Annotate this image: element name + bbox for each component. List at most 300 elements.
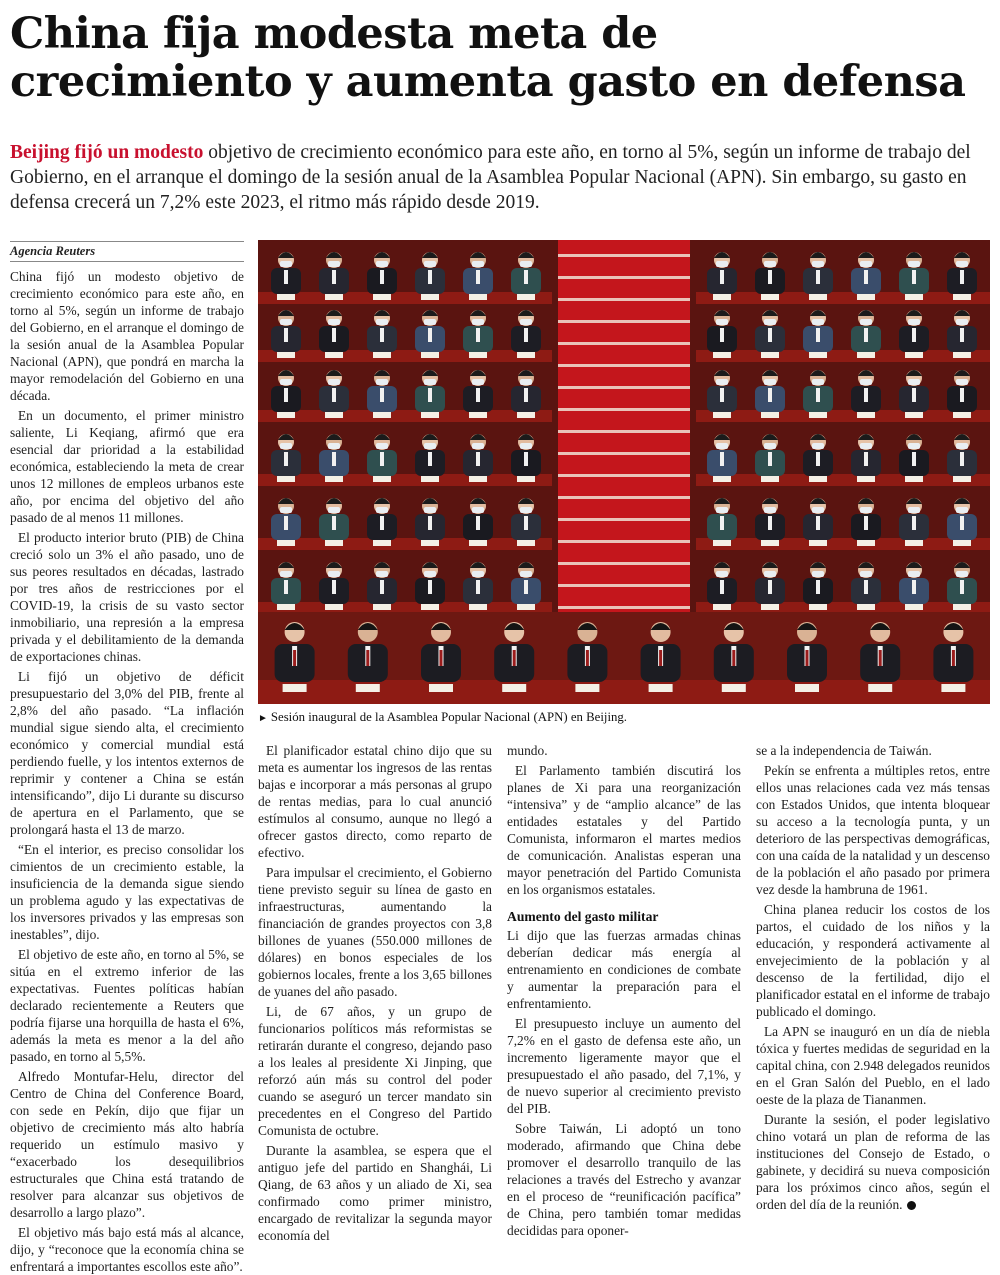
delegate-shirt — [720, 328, 724, 342]
leader-papers — [283, 684, 307, 692]
paragraph: China planea reducir los costos de los partos, el cuidado de los niños y la educación, y responderá activamente al envejecimiento de la población y al descenso de la fertilidad, dijo el planificador estatal en el informe de trabajo publicado el domingo. — [756, 902, 990, 1019]
stair-step — [558, 540, 690, 543]
caption-arrow-icon: ► — [258, 713, 268, 724]
desk-papers — [517, 604, 535, 610]
desk-papers — [469, 294, 487, 300]
delegate-mask — [764, 507, 776, 513]
delegate-mask — [812, 319, 824, 325]
desk-papers — [277, 476, 295, 482]
delegate-shirt — [816, 452, 820, 466]
delegate-shirt — [720, 516, 724, 530]
desk-papers — [761, 294, 779, 300]
carpet-stairs — [558, 240, 690, 612]
delegate-mask — [812, 261, 824, 267]
delegate-shirt — [428, 328, 432, 342]
byline-rule-top — [10, 241, 244, 242]
delegate-shirt — [284, 388, 288, 402]
delegate-mask — [472, 507, 484, 513]
delegate-mask — [376, 261, 388, 267]
desk-papers — [421, 540, 439, 546]
byline: Agencia Reuters — [10, 244, 96, 258]
delegate-shirt — [768, 328, 772, 342]
delegate-mask — [860, 261, 872, 267]
desk-papers — [325, 412, 343, 418]
delegate-mask — [956, 319, 968, 325]
desk-papers — [517, 412, 535, 418]
delegate-shirt — [524, 328, 528, 342]
paragraph: El Parlamento también discutirá los planes de Xi para una reorganización “intensiva” y de “amplio alcance” de las entidades estatales y del Partido Comunista, informaron el martes medios de comunicación. Analistas esperan una mayor penetración del Partido Comunista en los organismos estatales. — [507, 763, 741, 897]
delegate-mask — [860, 379, 872, 385]
desk-papers — [373, 476, 391, 482]
leader-tie — [586, 650, 589, 666]
delegate-shirt — [768, 580, 772, 594]
desk-papers — [325, 604, 343, 610]
column-4 — [756, 742, 990, 1212]
delegate-mask — [280, 261, 292, 267]
delegate-shirt — [284, 452, 288, 466]
delegate-shirt — [816, 516, 820, 530]
leader-papers — [941, 684, 965, 692]
delegate-mask — [956, 443, 968, 449]
stair-step — [558, 452, 690, 455]
delegate-mask — [764, 571, 776, 577]
leader-tie — [366, 650, 369, 666]
delegate-shirt — [380, 270, 384, 284]
paragraph: Pekín se enfrenta a múltiples retos, entre ellos unas relaciones cada vez más tensas con Estados Unidos, que intenta bloquear su acceso a la tecnología punta, y un deterioro de las perspectivas demográficas, con una caída de la natalidad y un descenso de la población el año pasado por primera vez desde la hambruna de 1961. — [756, 763, 990, 897]
desk-papers — [277, 352, 295, 358]
paragraph: El planificador estatal chino dijo que su meta es aumentar los ingresos de las rentas bajas e incorporar a más personas al grupo de rentas medias, para lo cual anunció estímulos al consumo, aunque no llegó a ofrecer gastos directo, como reparto de efectivo. — [258, 743, 492, 860]
delegate-mask — [424, 319, 436, 325]
paragraph: El objetivo de este año, en torno al 5%, se sitúa en el extremo inferior de las expectativas. Fuentes políticas habían declarado recientemente a Reuters que podría fijarse una horquilla de hasta el 6%, además la meta es menor a la del año pasado, en torno al 5,5%. — [10, 947, 244, 1064]
delegate-shirt — [332, 388, 336, 402]
desk-papers — [809, 352, 827, 358]
delegate-shirt — [524, 580, 528, 594]
delegate-mask — [424, 571, 436, 577]
delegate-shirt — [816, 328, 820, 342]
stair-step — [558, 562, 690, 565]
delegate-mask — [520, 507, 532, 513]
stair-step — [558, 584, 690, 587]
leader-tie — [293, 650, 296, 666]
delegate-shirt — [284, 516, 288, 530]
desk-row-right — [696, 350, 990, 362]
delegate-mask — [812, 571, 824, 577]
leader-papers — [649, 684, 673, 692]
stair-step — [558, 342, 690, 345]
headline — [10, 10, 990, 106]
stair-step — [558, 408, 690, 411]
stair-step — [558, 474, 690, 477]
desk-row-left — [258, 292, 552, 304]
delegate-mask — [280, 443, 292, 449]
paragraph: China fijó un modesto objetivo de crecimiento económico para este año, en torno al 5%, según un informe de trabajo del Gobierno, en el arranque el domingo de la sesión anual de la Asamblea Popular Nacional (APN), que pondrá en marcha la mayor remodelación del Gobierno en una década. — [10, 269, 244, 403]
delegate-mask — [280, 507, 292, 513]
leader-papers — [795, 684, 819, 692]
delegate-mask — [376, 571, 388, 577]
desk-papers — [421, 352, 439, 358]
desk-papers — [905, 412, 923, 418]
delegate-shirt — [912, 270, 916, 284]
delegate-shirt — [912, 328, 916, 342]
delegate-shirt — [428, 452, 432, 466]
delegate-mask — [764, 261, 776, 267]
paragraph: Li fijó un objetivo de déficit presupuestario del 3,0% del PIB, frente al 2,8% del año pasado. “La inflación mundial sigue siendo alta, el crecimiento económico y comercial mundial está perdiendo fuelle, y los intentos externos de reprimir y contener a China se están intensificando”, dijo Li durante su discurso de apertura en el Parlamento, que se prolongará hasta el 13 de marzo. — [10, 669, 244, 837]
delegate-mask — [716, 319, 728, 325]
delegate-mask — [280, 379, 292, 385]
delegate-mask — [520, 379, 532, 385]
desk-papers — [953, 476, 971, 482]
delegate-mask — [908, 319, 920, 325]
delegate-shirt — [284, 580, 288, 594]
delegate-shirt — [864, 452, 868, 466]
delegate-mask — [328, 443, 340, 449]
delegate-shirt — [720, 270, 724, 284]
column-2 — [258, 742, 492, 1243]
delegate-shirt — [332, 580, 336, 594]
leader-tie — [732, 650, 735, 666]
delegate-shirt — [768, 516, 772, 530]
paragraph: El presupuesto incluye un aumento del 7,2% en el gasto de defensa este año, un incremento ligeramente mayor que el presupuestado el año pasado, del 7,1%, y de nuevo superior al crecimiento previsto del PIB. — [507, 1016, 741, 1116]
desk-papers — [469, 412, 487, 418]
delegate-mask — [956, 379, 968, 385]
delegate-mask — [860, 443, 872, 449]
assembly-photo — [258, 240, 990, 704]
leader-tie — [513, 650, 516, 666]
desk-papers — [325, 540, 343, 546]
paragraph: El producto interior bruto (PIB) de China creció solo un 3% el año pasado, uno de sus peores resultados en décadas, lastrado por tres años de restricciones por el COVID-19, la crisis de su vasto sector inmobiliario, una represión a la empresa privada y el debilitamiento de la demanda de exportaciones chinas. — [10, 530, 244, 664]
delegate-mask — [908, 443, 920, 449]
desk-row-left — [258, 538, 552, 550]
delegate-shirt — [476, 516, 480, 530]
desk-papers — [857, 352, 875, 358]
delegate-shirt — [960, 452, 964, 466]
desk-papers — [905, 476, 923, 482]
delegate-shirt — [332, 516, 336, 530]
desk-papers — [421, 294, 439, 300]
stair-step — [558, 518, 690, 521]
delegate-mask — [860, 319, 872, 325]
paragraph-text: Durante la sesión, el poder legislativo chino votará un plan de reforma de las instituciones del Consejo de Estado, o gabinete, y decidirá su nueva composición para los próximos cinco años, según el orden del día de la reunión. — [756, 1112, 990, 1212]
desk-row-right — [696, 474, 990, 486]
delegate-mask — [424, 379, 436, 385]
delegate-mask — [716, 261, 728, 267]
desk-row-left — [258, 350, 552, 362]
leader-tie — [806, 650, 809, 666]
desk-papers — [517, 352, 535, 358]
delegate-mask — [908, 261, 920, 267]
desk-papers — [469, 540, 487, 546]
lead-paragraph — [10, 140, 990, 215]
desk-papers — [373, 294, 391, 300]
delegate-shirt — [864, 516, 868, 530]
delegate-mask — [376, 319, 388, 325]
paragraph: Sobre Taiwán, Li adoptó un tono moderado, afirmando que China debe promover el desarrollo tranquilo de las relaciones a través del Estrecho y avanzar en el proceso de “reunificación pacífica” de China, pero también tomar medidas decididas para oponer- — [507, 1121, 741, 1238]
delegate-mask — [812, 379, 824, 385]
leader-papers — [356, 684, 380, 692]
delegate-shirt — [380, 580, 384, 594]
delegate-shirt — [960, 580, 964, 594]
photo-caption — [258, 709, 990, 727]
desk-papers — [469, 352, 487, 358]
delegate-shirt — [380, 516, 384, 530]
desk-papers — [857, 604, 875, 610]
delegate-shirt — [524, 388, 528, 402]
leader-tie — [952, 650, 955, 666]
delegate-mask — [956, 571, 968, 577]
delegate-mask — [956, 261, 968, 267]
delegate-mask — [908, 379, 920, 385]
desk-papers — [953, 412, 971, 418]
desk-papers — [325, 352, 343, 358]
desk-papers — [905, 604, 923, 610]
headline-line-1: China fija modesta meta de — [10, 9, 658, 59]
delegate-shirt — [332, 328, 336, 342]
delegate-mask — [764, 379, 776, 385]
delegate-shirt — [768, 388, 772, 402]
desk-papers — [809, 412, 827, 418]
desk-row-right — [696, 410, 990, 422]
desk-papers — [517, 294, 535, 300]
delegate-mask — [328, 507, 340, 513]
leader-papers — [429, 684, 453, 692]
desk-papers — [277, 604, 295, 610]
delegate-mask — [472, 261, 484, 267]
desk-papers — [905, 294, 923, 300]
delegate-mask — [908, 507, 920, 513]
lead-text: objetivo de crecimiento económico para este año, en torno al 5%, según un informe de trabajo del Gobierno, en el arranque el domingo de la sesión anual de la Asamblea Popular Nacional (APN). Sin embargo, su gasto en defensa crecerá un 7,2% este 2023, el ritmo más rápido desde 2019. — [10, 142, 971, 213]
delegate-shirt — [524, 452, 528, 466]
delegate-mask — [472, 319, 484, 325]
delegate-mask — [472, 443, 484, 449]
leader-tie — [659, 650, 662, 666]
delegate-mask — [424, 443, 436, 449]
lead-kicker: Beijing fijó un modesto — [10, 142, 204, 163]
delegate-mask — [280, 571, 292, 577]
desk-papers — [761, 352, 779, 358]
desk-papers — [421, 604, 439, 610]
delegate-shirt — [428, 516, 432, 530]
desk-papers — [373, 412, 391, 418]
desk-papers — [325, 294, 343, 300]
subhead-military-spending: Aumento del gasto militar — [507, 909, 659, 924]
delegate-mask — [716, 571, 728, 577]
desk-papers — [953, 540, 971, 546]
paragraph: “En el interior, es preciso consolidar los cimientos de un crecimiento estable, la insuficiencia de la demanda sigue siendo un problema agudo y las expectativas de los inversores privados y las empresas son inestables”, dijo. — [10, 842, 244, 942]
leader-papers — [502, 684, 526, 692]
desk-papers — [469, 476, 487, 482]
delegate-shirt — [476, 328, 480, 342]
delegate-shirt — [476, 452, 480, 466]
desk-papers — [809, 476, 827, 482]
paragraph — [756, 1111, 990, 1213]
desk-papers — [809, 540, 827, 546]
leader-tie — [879, 650, 882, 666]
paragraph: Li dijo que las fuerzas armadas chinas deberían dedicar más energía al entrenamiento en condiciones de combate y aumentar la preparación para el enfrentamiento. — [507, 928, 741, 1011]
delegate-mask — [376, 443, 388, 449]
delegate-mask — [956, 507, 968, 513]
delegate-mask — [764, 319, 776, 325]
delegate-shirt — [816, 270, 820, 284]
desk-papers — [857, 412, 875, 418]
leader-tie — [440, 650, 443, 666]
paragraph: Li, de 67 años, y un grupo de funcionarios políticos más reformistas se retirarán durante el congreso, dejando paso a los leales al presidente Xi Jinping, que reforzó aún más su control del poder cuando se aseguró un tercer mandato sin precedentes en el Congreso del Partido Comunista de octubre. — [258, 1004, 492, 1138]
desk-papers — [905, 352, 923, 358]
headline-line-2: crecimiento y aumenta gasto en defensa — [10, 57, 966, 107]
delegate-shirt — [960, 328, 964, 342]
delegate-shirt — [912, 516, 916, 530]
stair-step — [558, 298, 690, 301]
delegate-mask — [376, 507, 388, 513]
delegate-mask — [812, 443, 824, 449]
paragraph: Durante la asamblea, se espera que el antiguo jefe del partido en Shanghái, Li Qiang, de 63 años y un aliado de Xi, sea confirmado como primer ministro, encargado de revitalizar la segunda mayor economía del — [258, 1143, 492, 1243]
delegate-shirt — [912, 388, 916, 402]
paragraph: La APN se inauguró en un día de niebla tóxica y fuertes medidas de seguridad en la capital china, con 2.948 delegados reunidos en el Gran Salón del Pueblo, en el lado oeste de la plaza de Tiananmen. — [756, 1024, 990, 1107]
stair-step — [558, 496, 690, 499]
desk-papers — [421, 412, 439, 418]
desk-papers — [857, 540, 875, 546]
desk-papers — [373, 540, 391, 546]
delegate-shirt — [428, 580, 432, 594]
delegate-shirt — [720, 452, 724, 466]
desk-papers — [277, 540, 295, 546]
desk-papers — [713, 476, 731, 482]
paragraph: mundo. — [507, 743, 548, 758]
delegate-mask — [520, 443, 532, 449]
delegate-mask — [424, 507, 436, 513]
delegate-mask — [424, 261, 436, 267]
delegate-shirt — [720, 388, 724, 402]
desk-papers — [953, 294, 971, 300]
delegate-mask — [328, 571, 340, 577]
desk-row-left — [258, 410, 552, 422]
delegate-mask — [376, 379, 388, 385]
paragraph: Alfredo Montufar-Helu, director del Centro de China del Conference Board, con sede en Pekín, dijo que fijar un objetivo de crecimiento más alto habría requerido un estímulo masivo y “exacerbado los desequilibrios estructurales que China está tratando de resolver para alcanzar sus objetivos de desarrollo a largo plazo”. — [10, 1069, 244, 1220]
delegate-mask — [328, 379, 340, 385]
column-3 — [507, 742, 741, 1238]
desk-papers — [953, 352, 971, 358]
delegate-mask — [520, 319, 532, 325]
delegate-mask — [860, 507, 872, 513]
delegate-shirt — [524, 270, 528, 284]
stair-step — [558, 320, 690, 323]
desk-papers — [469, 604, 487, 610]
paragraph: El objetivo más bajo está más al alcance, dijo, y “reconoce que la economía china se enfrentará a importantes escollos este año”. — [10, 1225, 244, 1274]
stair-step — [558, 386, 690, 389]
desk-papers — [713, 352, 731, 358]
delegate-shirt — [380, 452, 384, 466]
delegate-mask — [520, 571, 532, 577]
delegate-shirt — [864, 388, 868, 402]
desk-papers — [277, 294, 295, 300]
desk-papers — [809, 604, 827, 610]
stair-step — [558, 606, 690, 609]
delegate-shirt — [476, 388, 480, 402]
paragraph: Para impulsar el crecimiento, el Gobierno tiene previsto seguir su línea de gasto en infraestructuras, aumentando la financiación de grandes proyectos con 3,8 billones de yuanes (550.000 millones de dólares) en bonos especiales de los gobiernos locales, frente a los 3,65 billones de yuanes del año pasado. — [258, 865, 492, 999]
stair-step — [558, 276, 690, 279]
delegate-mask — [472, 571, 484, 577]
desk-papers — [857, 476, 875, 482]
caption-text: Sesión inaugural de la Asamblea Popular Nacional (APN) en Beijing. — [270, 710, 628, 724]
delegate-mask — [860, 571, 872, 577]
desk-papers — [713, 294, 731, 300]
delegate-shirt — [864, 328, 868, 342]
delegate-mask — [472, 379, 484, 385]
desk-row-right — [696, 292, 990, 304]
delegate-shirt — [720, 580, 724, 594]
desk-papers — [905, 540, 923, 546]
delegate-mask — [328, 261, 340, 267]
delegate-shirt — [816, 580, 820, 594]
paragraph: En un documento, el primer ministro saliente, Li Keqiang, afirmó que era esencial dar prioridad a la estabilidad económica, estableciendo la meta de crear unos 12 millones de empleos urbanos este año, por encima del objetivo del año pasado de al menos 11 millones. — [10, 408, 244, 525]
delegate-shirt — [912, 452, 916, 466]
delegate-mask — [280, 319, 292, 325]
end-of-article-icon — [907, 1201, 916, 1210]
delegate-shirt — [816, 388, 820, 402]
delegate-shirt — [428, 388, 432, 402]
desk-papers — [761, 476, 779, 482]
byline-rule-bottom — [10, 261, 244, 262]
delegate-mask — [812, 507, 824, 513]
desk-papers — [713, 604, 731, 610]
desk-papers — [761, 604, 779, 610]
delegate-shirt — [960, 270, 964, 284]
desk-papers — [761, 412, 779, 418]
delegate-mask — [716, 507, 728, 513]
delegate-shirt — [524, 516, 528, 530]
desk-papers — [373, 352, 391, 358]
leader-papers — [575, 684, 599, 692]
desk-papers — [421, 476, 439, 482]
leader-papers — [722, 684, 746, 692]
delegate-mask — [716, 379, 728, 385]
desk-papers — [517, 540, 535, 546]
desk-papers — [713, 412, 731, 418]
delegate-shirt — [380, 328, 384, 342]
desk-papers — [373, 604, 391, 610]
desk-row-right — [696, 538, 990, 550]
delegate-shirt — [960, 388, 964, 402]
delegate-shirt — [960, 516, 964, 530]
delegate-mask — [908, 571, 920, 577]
delegate-mask — [328, 319, 340, 325]
paragraph: se a la independencia de Taiwán. — [756, 743, 932, 758]
column-1 — [10, 268, 244, 1274]
delegate-shirt — [428, 270, 432, 284]
delegate-shirt — [864, 580, 868, 594]
desk-papers — [325, 476, 343, 482]
desk-papers — [953, 604, 971, 610]
delegate-shirt — [284, 270, 288, 284]
assembly-hall-illustration — [258, 240, 990, 704]
delegate-mask — [520, 261, 532, 267]
desk-row-left — [258, 474, 552, 486]
desk-papers — [517, 476, 535, 482]
delegate-shirt — [768, 270, 772, 284]
delegate-shirt — [380, 388, 384, 402]
delegate-shirt — [332, 270, 336, 284]
delegate-mask — [764, 443, 776, 449]
desk-papers — [277, 412, 295, 418]
desk-papers — [809, 294, 827, 300]
stair-step — [558, 364, 690, 367]
delegate-shirt — [912, 580, 916, 594]
delegate-shirt — [476, 270, 480, 284]
leader-papers — [868, 684, 892, 692]
desk-papers — [761, 540, 779, 546]
delegate-mask — [716, 443, 728, 449]
delegate-shirt — [284, 328, 288, 342]
delegate-shirt — [864, 270, 868, 284]
